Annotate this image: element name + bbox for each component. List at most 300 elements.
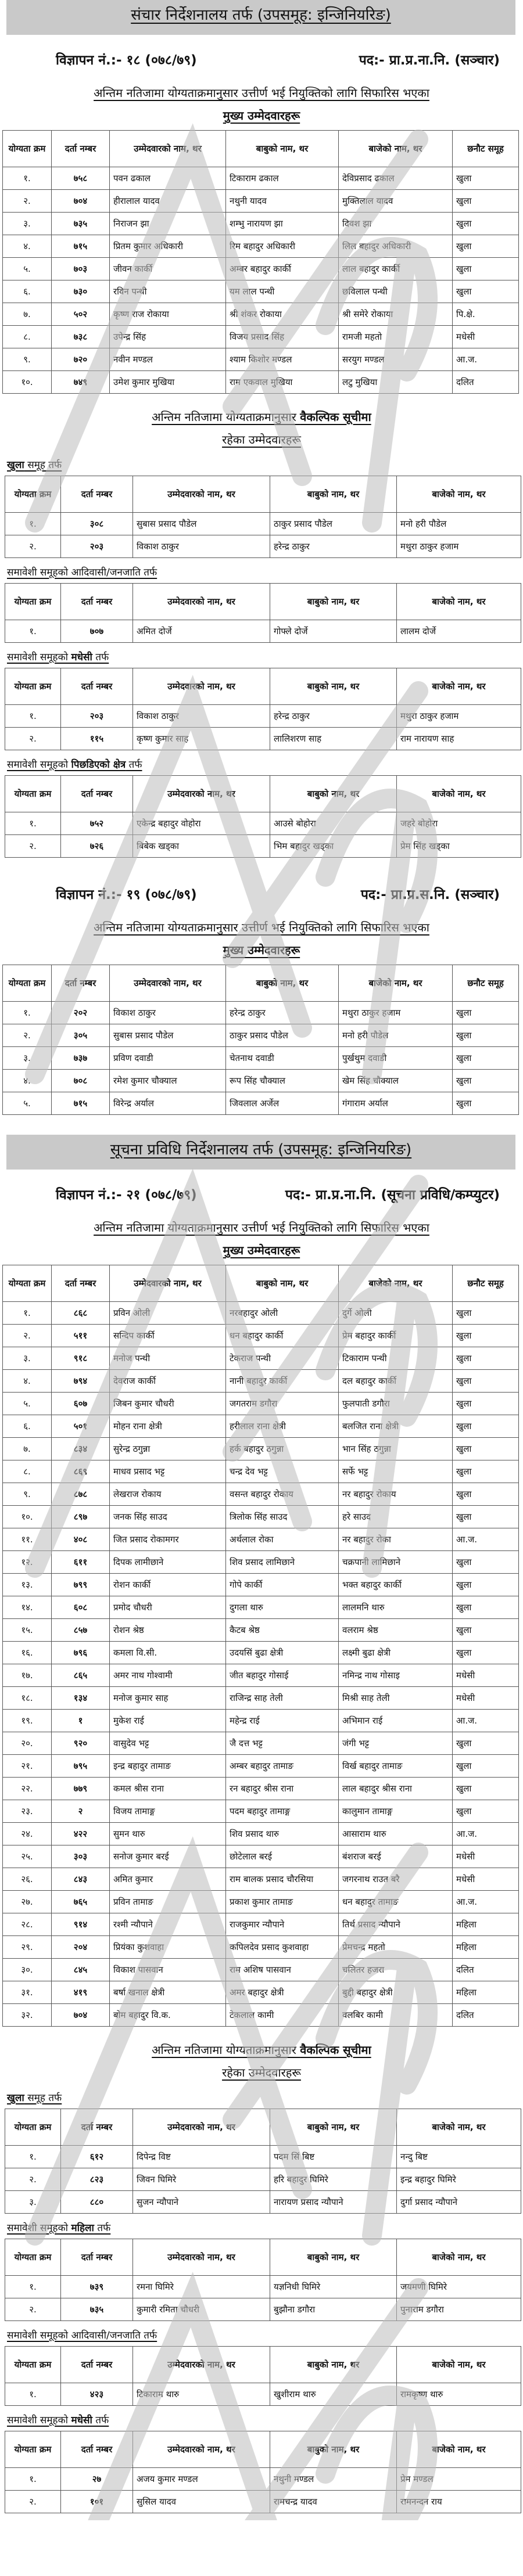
candidate-name-cell: मोहन राना क्षेत्री [110, 1415, 226, 1438]
column-header: योग्यता क्रम [3, 131, 52, 167]
candidate-name-cell: अमर नाथ गोश्वामी [110, 1664, 226, 1687]
table-head [5, 2431, 521, 2468]
candidate-name-cell: सुजन न्यौपाने [133, 2191, 270, 2214]
grandfather-name-cell: प्रेम बहादुर कार्की [339, 1325, 453, 1347]
father-name-cell: भिम बहादुर खड्का [270, 835, 397, 858]
grandfather-name-cell: दिवश झा [339, 213, 453, 235]
father-name-cell: रन बहादुर श्रीस राना [226, 1778, 339, 1800]
candidate-name-cell: उमेश कुमार मुखिया [110, 371, 226, 394]
registration-number-cell: ७७९ [52, 1778, 110, 1800]
group-label [7, 2328, 523, 2341]
candidate-name-cell: प्रविन तामाङ [110, 1891, 226, 1913]
grandfather-name-cell: मनो हरी पौडेल [397, 513, 521, 535]
father-name-cell: यम लाल पन्थी [226, 280, 339, 303]
registration-number-cell: ७३५ [52, 213, 110, 235]
registration-number-cell: ८८० [61, 2191, 133, 2214]
group-label-suffix: आदिवासी/जनजाति तर्फ [71, 2330, 157, 2341]
table-row [3, 1460, 519, 1483]
merit-rank-cell: १४. [3, 1596, 52, 1619]
father-name-cell: महेन्द्र राई [226, 1710, 339, 1732]
candidate-name-cell: टिकाराम थारु [133, 2383, 270, 2406]
candidate-name-cell: बोम बहादुर वि.क. [110, 2004, 226, 2027]
table-row [3, 1755, 519, 1778]
column-header: बाबुको नाम, थर [270, 584, 397, 620]
table-row [3, 1664, 519, 1687]
column-header: बाजेको नाम, थर [397, 2239, 521, 2276]
table-row [3, 1483, 519, 1506]
candidate-name-cell: जिबन कुमार चौधरी [110, 1393, 226, 1415]
table-head [5, 584, 521, 620]
candidate-name-cell: रमना घिमिरे [133, 2276, 270, 2298]
merit-rank-cell: २. [5, 835, 61, 858]
alternate-heading-normal: अन्तिम नतिजामा योग्यताक्रमानुसार [152, 410, 300, 424]
alternate-candidates-heading [0, 2064, 523, 2080]
merit-rank-cell: १. [5, 705, 61, 728]
table-row [3, 167, 519, 190]
group-label-prefix: समावेशी समूहको [7, 759, 71, 771]
merit-rank-cell: २. [5, 535, 61, 558]
father-name-cell: जै दत्त भट्ट [226, 1732, 339, 1755]
selection-group-cell: खुला [453, 1393, 519, 1415]
merit-rank-cell: ३१. [3, 1981, 52, 2004]
merit-rank-cell: ११. [3, 1528, 52, 1551]
main-candidates-heading-text: मुख्य उम्मेदवारहरू [223, 109, 300, 123]
candidate-name-cell: सुबास प्रसाद पौडेल [133, 513, 270, 535]
selection-group-cell: खुला [453, 280, 519, 303]
father-name-cell: राम अशिष पासवान [226, 1959, 339, 1981]
group-label [7, 2413, 523, 2426]
grandfather-name-cell: पुर्खथुम दवाडी [339, 1047, 453, 1070]
table-row [5, 2146, 521, 2168]
group-label-bold: खुला [7, 459, 24, 471]
registration-number-cell: ४२३ [61, 2383, 133, 2406]
grandfather-name-cell: सर्फे भट्ट [339, 1460, 453, 1483]
grandfather-name-cell: नर बहादुर रोका [339, 1528, 453, 1551]
alternate-candidates-table [5, 775, 521, 858]
merit-rank-cell: १८. [3, 1687, 52, 1710]
selection-group-cell: मधेसी [453, 1687, 519, 1710]
table-row [5, 835, 521, 858]
father-name-cell: आउसे बोहोरा [270, 812, 397, 835]
column-header: छनौट समूह [453, 965, 519, 1002]
group-label [7, 757, 523, 771]
merit-rank-cell: २६. [3, 1868, 52, 1891]
table-body [5, 812, 521, 858]
alternate-candidates-heading [0, 431, 523, 447]
merit-rank-cell: २३. [3, 1800, 52, 1823]
registration-number-cell: ७०३ [52, 258, 110, 280]
directorate-banner [6, 0, 515, 35]
selection-group-cell: खुला [453, 1755, 519, 1778]
father-name-cell: ठाकुर प्रसाद पौडेल [270, 513, 397, 535]
column-header: बाबुको नाम, थर [270, 476, 397, 513]
table-row [3, 371, 519, 394]
candidate-name-cell: बिबेक खड्का [133, 835, 270, 858]
registration-number-cell: २०२ [52, 1002, 110, 1024]
registration-number-cell: ८६८ [52, 1302, 110, 1325]
candidate-name-cell: सुरेन्द्र ठगुन्ना [110, 1438, 226, 1460]
table-row [5, 2276, 521, 2298]
table-row [3, 1302, 519, 1325]
father-name-cell: शम्भु नारायण झा [226, 213, 339, 235]
registration-number-cell: ७५८ [52, 167, 110, 190]
father-name-cell: रूप सिंह चौक्याल [226, 1070, 339, 1092]
father-name-cell: राम एकवाल मुखिया [226, 371, 339, 394]
main-candidates-heading [0, 1242, 523, 1258]
registration-number-cell: २०३ [61, 535, 133, 558]
registration-number-cell: ७३८ [52, 326, 110, 348]
candidate-name-cell: मुकेश राई [110, 1710, 226, 1732]
group-label-suffix: तर्फ [94, 2222, 111, 2234]
selection-group-cell: खुला [453, 1460, 519, 1483]
father-name-cell: शिव प्रसाद लामिछाने [226, 1551, 339, 1574]
father-name-cell: जिवलाल अर्जेल [226, 1092, 339, 1115]
candidate-name-cell: वासुदेव भट्ट [110, 1732, 226, 1755]
recommended-heading [0, 919, 523, 935]
grandfather-name-cell: लक्ष्मी बुढा क्षेत्री [339, 1642, 453, 1664]
table-head [5, 2239, 521, 2276]
selection-group-cell: आ.ज. [453, 1710, 519, 1732]
selection-group-cell: महिला [453, 1913, 519, 1936]
merit-rank-cell: ६. [3, 280, 52, 303]
registration-number-cell: ७०४ [52, 2004, 110, 2027]
group-label-bold: मधेसी [71, 2415, 92, 2426]
candidate-name-cell: सन्दिप कार्की [110, 1325, 226, 1347]
selection-group-cell: खुला [453, 1732, 519, 1755]
table-row [5, 2383, 521, 2406]
table-header-row [5, 584, 521, 620]
table-row [3, 1092, 519, 1115]
grandfather-name-cell: मिश्री साह तेली [339, 1687, 453, 1710]
candidate-name-cell: निराजन झा [110, 213, 226, 235]
table-row [3, 1981, 519, 2004]
table-row [3, 1047, 519, 1070]
father-name-cell: गोफ्ले दोर्जे [270, 620, 397, 643]
alternate-list-heading [0, 409, 523, 424]
main-candidates-table [2, 130, 519, 394]
column-header: दर्ता नम्बर [61, 2109, 133, 2146]
registration-number-cell: ७५२ [61, 812, 133, 835]
table-body [5, 2468, 521, 2513]
father-name-cell: ठाकुर प्रसाद पौडेल [226, 1024, 339, 1047]
group-label [7, 2091, 523, 2104]
registration-number-cell: ४०८ [52, 1528, 110, 1551]
selection-group-cell: पि.क्षे. [453, 303, 519, 326]
candidate-name-cell: प्रियंका कुशवाहा [110, 1936, 226, 1959]
merit-rank-cell: १०. [3, 1506, 52, 1528]
table-head [5, 668, 521, 705]
grandfather-name-cell: मुक्तिलाल यादव [339, 190, 453, 213]
selection-group-cell: खुला [453, 1070, 519, 1092]
father-name-cell: नथुनी यादव [226, 190, 339, 213]
directorate-banner [6, 1135, 515, 1170]
merit-rank-cell: २२. [3, 1778, 52, 1800]
selection-group-cell: आ.ज. [453, 1891, 519, 1913]
table-row [3, 235, 519, 258]
father-name-cell: चेतनाथ दवाडी [226, 1047, 339, 1070]
table-row [5, 2191, 521, 2214]
table-row [3, 1347, 519, 1370]
merit-rank-cell: २९. [3, 1936, 52, 1959]
candidate-name-cell: विकाश ठाकुर [110, 1002, 226, 1024]
grandfather-name-cell: श्री समेरे रोकाया [339, 303, 453, 326]
candidate-name-cell: प्रविण दवाडी [110, 1047, 226, 1070]
registration-number-cell: ७३७ [52, 1047, 110, 1070]
candidate-name-cell: सनोज कुमार बरई [110, 1845, 226, 1868]
grandfather-name-cell: तिर्थ प्रसाद न्यौपाने [339, 1913, 453, 1936]
table-row [3, 1393, 519, 1415]
registration-number-cell: ८७८ [52, 1483, 110, 1506]
candidate-name-cell: रश्मी न्यौपाने [110, 1913, 226, 1936]
grandfather-name-cell: टिकाराम पन्थी [339, 1347, 453, 1370]
registration-number-cell: ९१४ [52, 1913, 110, 1936]
father-name-cell: लालिशरण साह [270, 728, 397, 750]
grandfather-name-cell: देविप्रसाद ढकाल [339, 167, 453, 190]
table-row [3, 1325, 519, 1347]
grandfather-name-cell: जयमणी घिमिरे [397, 2276, 521, 2298]
father-name-cell: दुगला थारु [226, 1596, 339, 1619]
column-header: उम्मेदवारको नाम, थर [110, 1265, 226, 1302]
group-label-suffix: तर्फ [92, 652, 109, 663]
grandfather-name-cell: लिल बहादुर अधिकारी [339, 235, 453, 258]
grandfather-name-cell: सरयुग मण्डल [339, 348, 453, 371]
table-row [3, 1778, 519, 1800]
selection-group-cell: खुला [453, 1047, 519, 1070]
column-header: बाबुको नाम, थर [226, 1265, 339, 1302]
candidate-name-cell: देवराज कार्की [110, 1370, 226, 1393]
father-name-cell: उदयसिं बुढा क्षेत्री [226, 1642, 339, 1664]
column-header: उम्मेदवारको नाम, थर [133, 2239, 270, 2276]
father-name-cell: कैटब श्रेष्ठ [226, 1619, 339, 1642]
column-header: बाजेको नाम, थर [397, 2431, 521, 2468]
registration-number-cell: ८२३ [61, 2168, 133, 2191]
alternate-list-heading-text [152, 2043, 371, 2057]
father-name-cell: रामचन्द्र यादव [270, 2491, 397, 2513]
father-name-cell: राम बालक प्रसाद चौरसिया [226, 1868, 339, 1891]
candidate-name-cell: दिपेन्द्र विष्ट [133, 2146, 270, 2168]
selection-group-cell: महिला [453, 1981, 519, 2004]
grandfather-name-cell: जहरे बोहोरा [397, 812, 521, 835]
column-header: दर्ता नम्बर [61, 2239, 133, 2276]
table-row [3, 1732, 519, 1755]
selection-group-cell: मधेसी [453, 1664, 519, 1687]
group-label-suffix: तर्फ [92, 2415, 109, 2426]
group-label [7, 2221, 523, 2234]
grandfather-name-cell: लालमनि थारु [339, 1596, 453, 1619]
table-body [5, 2383, 521, 2406]
directorate-title: संचार निर्देशनालय तर्फ (उपसमूह: इन्जिनियरिङ) [131, 6, 391, 24]
merit-rank-cell: ९. [3, 1483, 52, 1506]
table-body [3, 167, 519, 394]
table-row [3, 1868, 519, 1891]
registration-number-cell: ९२० [52, 1732, 110, 1755]
candidate-name-cell: अजय कुमार मण्डल [133, 2468, 270, 2491]
merit-rank-cell: १. [5, 812, 61, 835]
father-name-cell: हर्क बहादुर ठगुन्ना [226, 1438, 339, 1460]
registration-number-cell: ८३४ [52, 1438, 110, 1460]
grandfather-name-cell: नन्दु बिष्ट [397, 2146, 521, 2168]
group-label-suffix: समूह तर्फ [24, 2092, 62, 2104]
table-body [3, 1002, 519, 1115]
registration-number-cell: ७९९ [52, 1574, 110, 1596]
alternate-candidates-table [5, 2431, 521, 2513]
registration-number-cell: ८६९ [52, 1460, 110, 1483]
table-header-row [5, 2239, 521, 2276]
candidate-name-cell: कमल श्रीस राना [110, 1778, 226, 1800]
post-title: पद:- प्रा.प्र.स.नि. (सञ्चार) [360, 887, 500, 902]
selection-group-cell: दलित [453, 1959, 519, 1981]
alternate-heading-normal: अन्तिम नतिजामा योग्यताक्रमानुसार [152, 2043, 300, 2057]
table-header-row [5, 776, 521, 812]
table-row [3, 1506, 519, 1528]
grandfather-name-cell: मथुरा ठाकुर हजाम [397, 535, 521, 558]
directorate-title: सूचना प्रविधि निर्देशनालय तर्फ (उपसमूह: इन्जिनियरिङ) [110, 1141, 412, 1159]
table-row [5, 705, 521, 728]
column-header: दर्ता नम्बर [52, 965, 110, 1002]
candidate-name-cell: मनोज पन्थी [110, 1347, 226, 1370]
grandfather-name-cell: गंगाराम अर्याल [339, 1092, 453, 1115]
merit-rank-cell: १. [3, 1002, 52, 1024]
grandfather-name-cell: दुर्गा प्रसाद न्यौपाने [397, 2191, 521, 2214]
registration-number-cell: ७९६ [52, 1642, 110, 1664]
column-header: योग्यता क्रम [3, 1265, 52, 1302]
column-header: बाबुको नाम, थर [270, 2239, 397, 2276]
candidate-name-cell: माधव प्रसाद भट्ट [110, 1460, 226, 1483]
father-name-cell: कपिलदेव प्रसाद कुशवाहा [226, 1936, 339, 1959]
selection-group-cell: खुला [453, 1438, 519, 1460]
candidate-name-cell: जीवन कार्की [110, 258, 226, 280]
grandfather-name-cell: लालम दोर्जे [397, 620, 521, 643]
main-candidates-heading-text: मुख्य उम्मेदवारहरू [223, 1243, 300, 1257]
selection-group-cell: खुला [453, 1415, 519, 1438]
grandfather-name-cell: मनो हरी पौडेल [339, 1024, 453, 1047]
table-header-row [5, 2431, 521, 2468]
grandfather-name-cell: प्रेम सिंह खड्का [397, 835, 521, 858]
merit-rank-cell: १९. [3, 1710, 52, 1732]
table-row [3, 326, 519, 348]
table-head [3, 1265, 519, 1302]
candidate-name-cell: प्रविन ओली [110, 1302, 226, 1325]
grandfather-name-cell: रामकृष्ण थारु [397, 2383, 521, 2406]
group-label-prefix: समावेशी समूहको [7, 567, 71, 578]
merit-rank-cell: ९. [3, 348, 52, 371]
alternate-candidates-table [5, 583, 521, 643]
registration-number-cell: ७६५ [52, 1891, 110, 1913]
table-row [3, 1002, 519, 1024]
table-row [3, 1800, 519, 1823]
table-header-row [3, 965, 519, 1002]
group-label [7, 565, 523, 578]
merit-rank-cell: ३. [3, 1047, 52, 1070]
father-name-cell: नानी बहादुर कार्की [226, 1370, 339, 1393]
main-candidates-table [2, 1265, 519, 2027]
candidate-name-cell: कमला वि.सी. [110, 1642, 226, 1664]
selection-group-cell: आ.ज. [453, 1528, 519, 1551]
merit-rank-cell: १. [5, 2468, 61, 2491]
table-row [3, 213, 519, 235]
table-row [5, 812, 521, 835]
table-row [3, 1891, 519, 1913]
column-header: उम्मेदवारको नाम, थर [133, 2347, 270, 2383]
selection-group-cell: खुला [453, 1551, 519, 1574]
group-label-suffix: समूह तर्फ [24, 459, 62, 471]
recommended-heading [0, 1219, 523, 1235]
merit-rank-cell: ८. [3, 1460, 52, 1483]
main-candidates-heading [0, 942, 523, 958]
table-row [3, 303, 519, 326]
registration-number-cell: २०३ [61, 705, 133, 728]
candidate-name-cell: जित प्रसाद रोकामगर [110, 1528, 226, 1551]
father-name-cell: छोटेलाल बरई [226, 1845, 339, 1868]
group-label-prefix: समावेशी समूहको [7, 652, 71, 663]
candidate-name-cell: इन्द्र बहादुर तामाङ [110, 1755, 226, 1778]
merit-rank-cell: ४. [3, 1370, 52, 1393]
registration-number-cell: ७३५ [61, 2298, 133, 2321]
selection-group-cell: मधेसी [453, 1868, 519, 1891]
candidate-name-cell: रोशन श्रेष्ठ [110, 1619, 226, 1642]
table-row [5, 728, 521, 750]
registration-number-cell: १०१ [61, 2491, 133, 2513]
registration-number-cell: ८९७ [52, 1506, 110, 1528]
column-header: बाजेको नाम, थर [397, 2347, 521, 2383]
column-header: बाबुको नाम, थर [226, 965, 339, 1002]
alternate-candidates-table [5, 2346, 521, 2406]
candidate-name-cell: कृष्ण राज रोकाया [110, 303, 226, 326]
candidate-name-cell: पवन ढकाल [110, 167, 226, 190]
grandfather-name-cell: लाल बहादुर श्रीस राना [339, 1778, 453, 1800]
group-label [7, 650, 523, 663]
selection-group-cell: आ.ज. [453, 348, 519, 371]
grandfather-name-cell: लटु मुखिया [339, 371, 453, 394]
selection-group-cell: आ.ज. [453, 1823, 519, 1845]
registration-number-cell: ५०१ [52, 1415, 110, 1438]
candidate-name-cell: उपेन्द्र सिंह [110, 326, 226, 348]
registration-number-cell: १ [52, 1710, 110, 1732]
column-header: उम्मेदवारको नाम, थर [133, 584, 270, 620]
registration-number-cell: ७४९ [52, 371, 110, 394]
advertisement-number: विज्ञापन नं.:- १९ (०७८/७९) [56, 887, 197, 902]
grandfather-name-cell: दल बहादुर कार्की [339, 1370, 453, 1393]
column-header: योग्यता क्रम [5, 476, 61, 513]
table-row [3, 280, 519, 303]
selection-group-cell: खुला [453, 1642, 519, 1664]
column-header: दर्ता नम्बर [61, 476, 133, 513]
candidate-name-cell: हीरालाल यादव [110, 190, 226, 213]
column-header: बाजेको नाम, थर [397, 584, 521, 620]
table-row [3, 1913, 519, 1936]
column-header: उम्मेदवारको नाम, थर [133, 2109, 270, 2146]
column-header: बाजेको नाम, थर [397, 668, 521, 705]
father-name-cell: अम्बर बहादुर तामाङ [226, 1755, 339, 1778]
father-name-cell: अमर बहादुर क्षेत्री [226, 1981, 339, 2004]
table-header-row [5, 476, 521, 513]
candidate-name-cell: रविन पन्थी [110, 280, 226, 303]
selection-group-cell: खुला [453, 1778, 519, 1800]
selection-group-cell: खुला [453, 1092, 519, 1115]
selection-group-cell: खुला [453, 1347, 519, 1370]
group-label-bold: खुला [7, 2092, 24, 2104]
table-row [3, 1551, 519, 1574]
table-row [3, 1024, 519, 1047]
merit-rank-cell: २०. [3, 1732, 52, 1755]
merit-rank-cell: १. [5, 2276, 61, 2298]
merit-rank-cell: २. [3, 1024, 52, 1047]
candidate-name-cell: विकाश पासवान [110, 1959, 226, 1981]
father-name-cell: नरबहादुर ओली [226, 1302, 339, 1325]
registration-number-cell: ६०८ [52, 1596, 110, 1619]
merit-rank-cell: ७. [3, 303, 52, 326]
merit-rank-cell: ५. [3, 1393, 52, 1415]
